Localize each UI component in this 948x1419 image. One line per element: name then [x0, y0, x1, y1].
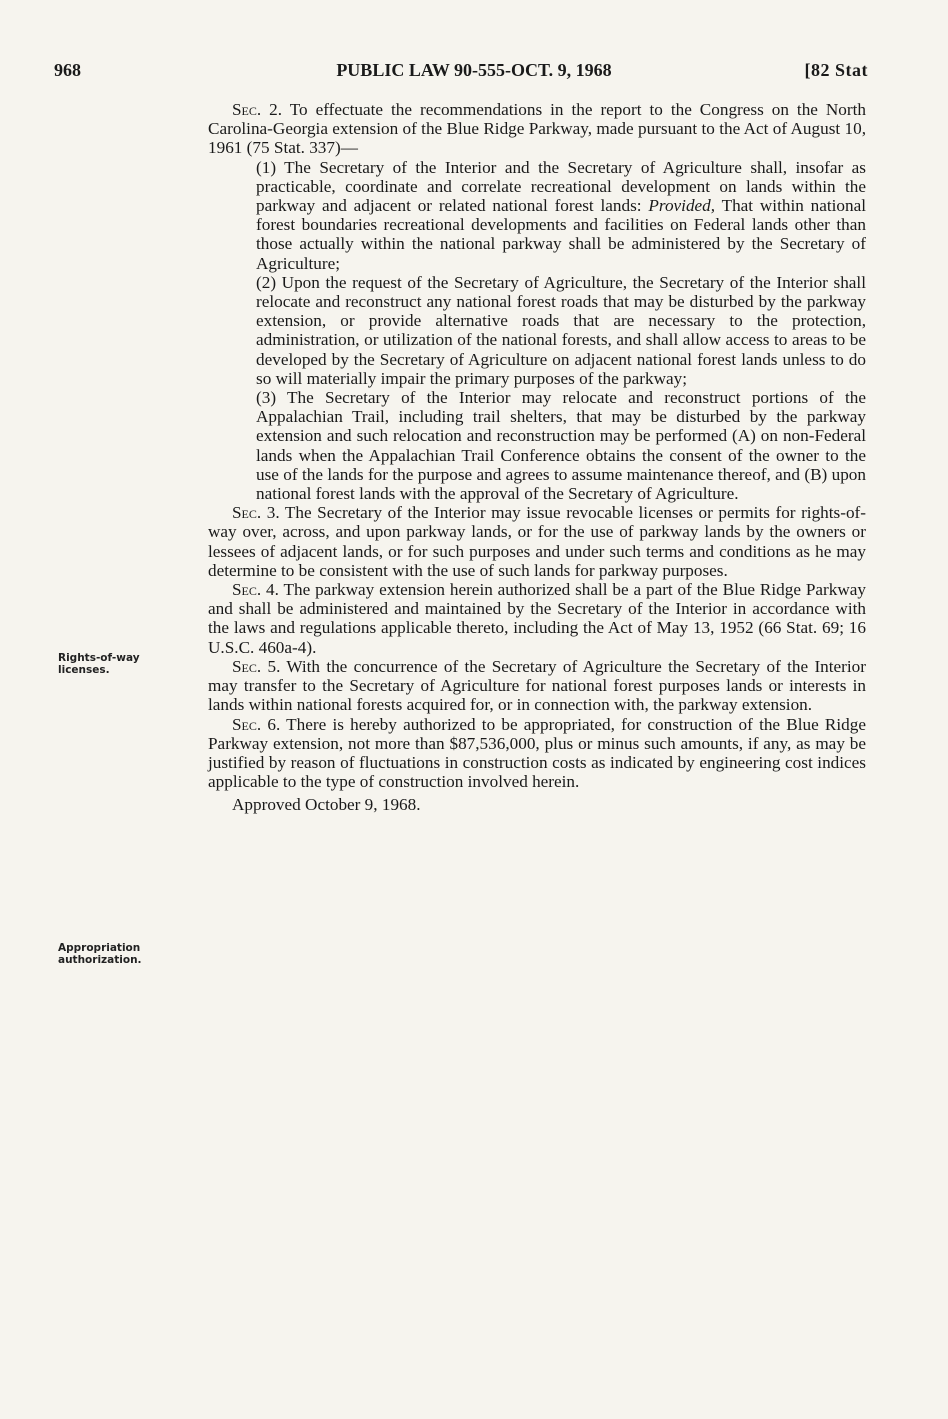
item-3-text: (3) The Secretary of the Interior may relocate and reconstruct portions of the Appalachian Trail, including trail shelters, that may be disturbed by the parkway extension and such relocation and reconstruction may be performed (A) on non-Federal lands when the Appalachian Trail Conference obtains the consent of the owner to the use of the lands for the purpose and agrees to assume maintenance thereof, and (B) upon national forest lands with the approval of the Secretary of Agriculture. [256, 388, 866, 504]
margin-note-rights-of-way: Rights-of-way licenses. [58, 652, 140, 676]
section-2-item-3 [208, 388, 866, 503]
section-4-text: The parkway extension herein authorized shall be a part of the Blue Ridge Parkway and shall be administered and maintained by the Secretary of the Interior in accordance with the laws and regulations applicable thereto, including the Act of May 13, 1952 (66 Stat. 69; 16 U.S.C. 460a-4). [208, 580, 866, 657]
approval-line: Approved October 9, 1968. [232, 795, 421, 815]
item-1-text-b: That within national forest boundaries recreational developments and facilities on Federal lands other than those actually within the national parkway shall be administered by the Secretary of Agriculture; [256, 196, 866, 273]
section-6-label: Sec. 6. [232, 714, 281, 734]
section-5-text: With the concurrence of the Secretary of Agriculture the Secretary of the Interior may transfer to the Secretary of Agriculture for national forest purposes lands or interests in lands within national forests acquired for, or in connection with, the parkway extension. [208, 656, 866, 715]
section-5-label: Sec. 5. [232, 656, 281, 676]
item-1-text-a: (1) The Secretary of the Interior and the Secretary of Agriculture shall, insofar as practicable, coordinate and correlate recreational development on lands within the parkway and adjacent or related national forest lands: [256, 157, 866, 216]
section-2-text: To effectuate the recommendations in the report to the Congress on the North Carolina-Georgia extension of the Blue Ridge Parkway, made pursuant to the Act of August 10, 1961 (75 Stat. 337)— [208, 100, 866, 158]
section-6-text: There is hereby authorized to be appropriated, for construction of the Blue Ridge Parkway extension, not more than $87,536,000, plus or minus such amounts, if any, as may be justified by reason of fluctuations in construction costs as indicated by engineering cost indices applicable to the type of construction involved herein. [208, 714, 866, 792]
statute-reference: [82 Stat [804, 60, 868, 80]
section-3-text: The Secretary of the Interior may issue revocable licenses or permits for rights-of-way over, across, and upon parkway lands, or for the use of parkway lands by the owners or lessees of adjacent lands, or for such purposes and under such terms and conditions as he may determine to be consistent with the use of such lands for parkway purposes. [208, 503, 866, 580]
margin-note-appropriation: Appropriation authorization. [58, 942, 142, 966]
running-header: PUBLIC LAW 90-555-OCT. 9, 1968 [336, 60, 612, 80]
page-number: 968 [54, 60, 81, 80]
section-2-item-2 [208, 273, 866, 388]
bleed-through-artifact [98, 198, 178, 210]
section-2-label: Sec. 2. [232, 100, 283, 119]
statute-body [208, 100, 866, 815]
section-4-label: Sec. 4. [232, 580, 279, 600]
section-3 [208, 503, 866, 580]
section-3-label: Sec. 3. [232, 503, 280, 523]
section-4 [208, 580, 866, 657]
section-5 [208, 657, 866, 715]
item-1-proviso: Provided, [648, 196, 716, 216]
section-2 [208, 100, 866, 158]
section-6 [208, 715, 866, 792]
item-2-text: (2) Upon the request of the Secretary of Agriculture, the Secretary of the Interior shall relocate and reconstruct any national forest roads that may be disturbed by the parkway extension, or provide alternative roads that are necessary to the protection, administration, or utilization of the national forests, and shall allow access to areas to be developed by the Secretary of Agriculture on adjacent national forest lands unless to do so will materially impair the primary purposes of the parkway; [256, 272, 866, 388]
section-2-item-1 [208, 158, 866, 273]
